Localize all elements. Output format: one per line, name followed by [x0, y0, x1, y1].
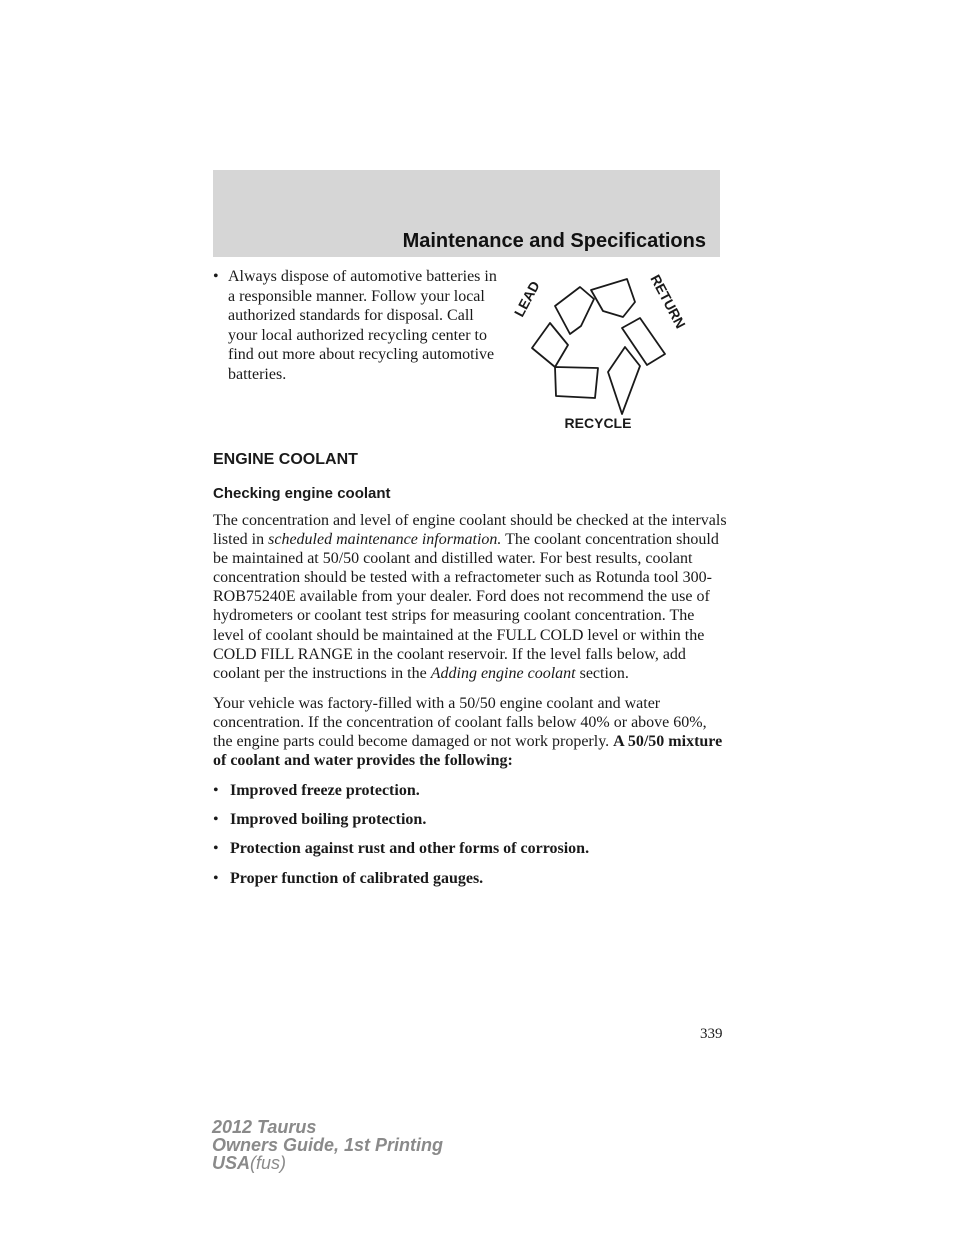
section-header-band	[213, 170, 720, 257]
coolant-benefits-list	[213, 781, 728, 887]
engine-coolant-heading: ENGINE COOLANT	[213, 451, 358, 468]
footer-region-main: USA	[212, 1153, 251, 1173]
recycle-arrow-right-lower	[608, 347, 640, 414]
footer-region-code: (fus)	[250, 1153, 287, 1173]
lead-label: LEAD	[510, 278, 543, 320]
recycle-arrow-left-upper	[532, 323, 568, 367]
recycle-arrows-icon	[500, 262, 720, 440]
benefit-item: • Proper function of calibrated gauges.	[213, 869, 728, 888]
benefit-item: • Protection against rust and other forms of corrosion.	[213, 839, 728, 858]
benefit-item: • Improved freeze protection.	[213, 781, 728, 800]
benefit-item: • Improved boiling protection.	[213, 810, 728, 829]
adding-coolant-reference: Adding engine coolant	[430, 664, 576, 682]
coolant-paragraph-1	[213, 511, 728, 683]
footer-region	[212, 1154, 443, 1172]
recycle-label: RECYCLE	[564, 415, 632, 431]
coolant-body-text	[213, 511, 728, 898]
footer-guide: Owners Guide, 1st Printing	[212, 1135, 444, 1155]
page-number: 339	[700, 1026, 723, 1042]
battery-disposal-note: • Always dispose of automotive batteries in a responsible manner. Follow your local authorized standards for disposal. Call your local authorized recycling center to find out more about recycling automotive batteries.	[213, 267, 503, 384]
checking-coolant-subheading: Checking engine coolant	[213, 485, 391, 502]
recycle-arrow-left-lower	[555, 367, 598, 398]
scheduled-maintenance-reference: scheduled maintenance information.	[268, 531, 502, 549]
section-title: Maintenance and Specifications	[402, 230, 706, 252]
recycle-arrow-top-right	[591, 279, 635, 317]
paragraph2-bold-text: A 50/50 mixture of coolant and water provides the following:	[213, 733, 723, 770]
paragraph1-text-a: The concentration and level of engine coolant should be checked at the intervals listed in	[213, 512, 727, 549]
return-label: RETURN	[647, 271, 689, 331]
paragraph1-text-b: The coolant concentration should be maintained at 50/50 coolant and distilled water. For best results, coolant concentration should be tested with a refractometer such as Rotunda tool 300-ROB75240E available from your dealer. Ford does not recommend the use of hydrometers or coolant test strips for measuring coolant concentration. The level of coolant should be maintained at the FULL COLD level or within the COLD FILL RANGE in the coolant reservoir. If the level falls below, add coolant per the instructions in the	[213, 531, 719, 682]
document-footer	[212, 1118, 443, 1172]
paragraph2-text: Your vehicle was factory-filled with a 50/50 engine coolant and water concentration. If the concentration of coolant falls below 40% or above 60%, the engine parts could become damaged or not work properly.	[213, 694, 707, 751]
battery-disposal-list	[213, 267, 503, 384]
paragraph1-text-c: section.	[575, 664, 629, 682]
footer-model: 2012 Taurus	[212, 1117, 317, 1137]
recycle-arrow-top-left	[555, 287, 594, 334]
coolant-paragraph-2	[213, 694, 728, 770]
